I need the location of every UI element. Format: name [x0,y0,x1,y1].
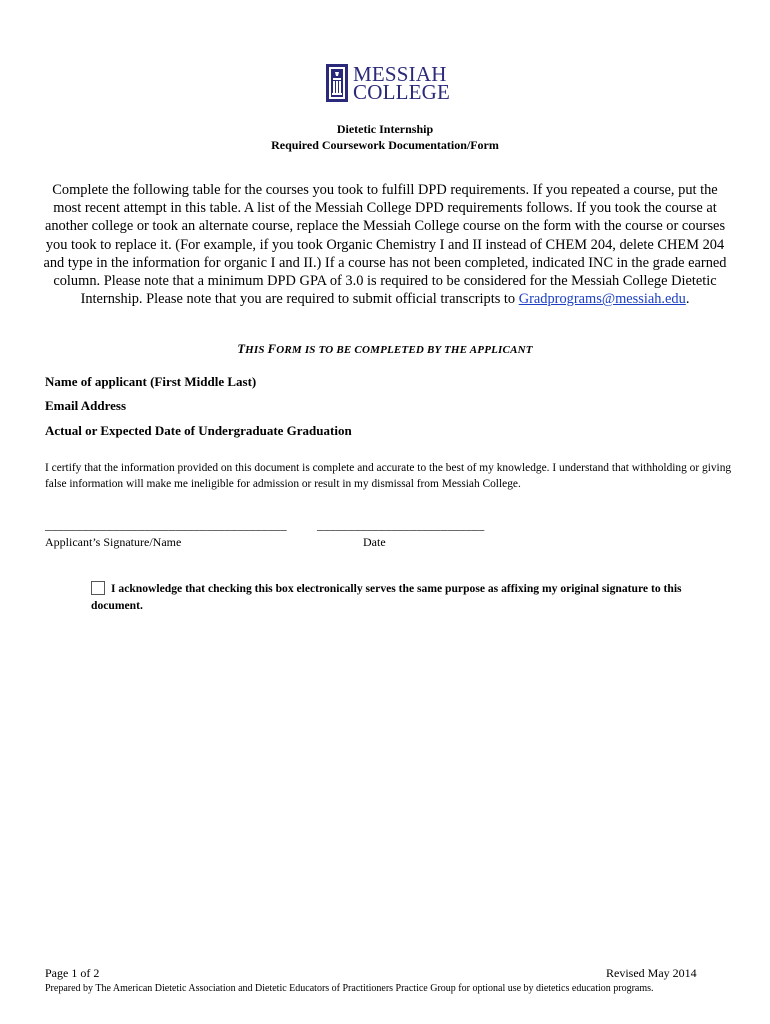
document-subtitle: Required Coursework Documentation/Form [271,138,499,152]
form-instruction: THIS FORM IS TO BE COMPLETED BY THE APPLICANT [237,342,533,356]
document-title: Dietetic Internship [336,122,434,136]
certification-statement: I certify that the information provided on this document is complete and accurate to the best of my knowledge. I understand that withholding or giving false information will make me ineligible for admission or result in my dismissal from Messiah College. [45,462,732,490]
field-email-address: Email Address [45,398,127,413]
signature-line: _______________________________________ [45,518,287,532]
acknowledge-text: I acknowledge that checking this box electronically serves the same purpose as affixing my original signature to this document. [91,582,682,612]
messiah-college-logo [326,62,466,104]
page-number: Page 1 of 2 [45,966,100,980]
date-label: Date [363,535,386,549]
logo-line-college: COLLEGE [353,80,451,104]
intro-end: . [685,291,690,308]
intro-paragraph [40,181,730,308]
prepared-by-note: Prepared by The American Dietetic Association and Dietetic Educators of Practitioners Practice Group for optional use by dietetics education programs. [45,983,654,994]
logo-wordmark [353,62,451,104]
email-link[interactable]: Gradprograms@messiah.edu [518,291,686,308]
college-seal-icon [326,64,348,102]
field-graduation-date: Actual or Expected Date of Undergraduate Graduation [45,423,352,438]
logo-line-messiah: MESSIAH [353,62,447,86]
signature-label: Applicant’s Signature/Name [45,535,182,549]
revision-date: Revised May 2014 [606,966,697,980]
field-applicant-name: Name of applicant (First Middle Last) [45,374,257,389]
intro-text: Complete the following table for the courses you took to fulfill DPD requirements. If you repeated a course, put the most recent attempt in this table. A list of the Messiah College DPD requirements follows. If you took the course at another college or took an alternate course, replace the Messiah College course on the form with the course or courses you took to replace it. (For example, if you took Organic Chemistry I and II instead of CHEM 204, delete CHEM 204 and type in the information for organic I and II.) If a course has not been completed, indicated INC in the grade earned column. Please note that a minimum DPD GPA of 3.0 is required to be considered for the Messiah College Dietetic Internship. Please note that you are required to submit official transcripts to [43,182,727,308]
date-line: ___________________________ [317,518,485,532]
